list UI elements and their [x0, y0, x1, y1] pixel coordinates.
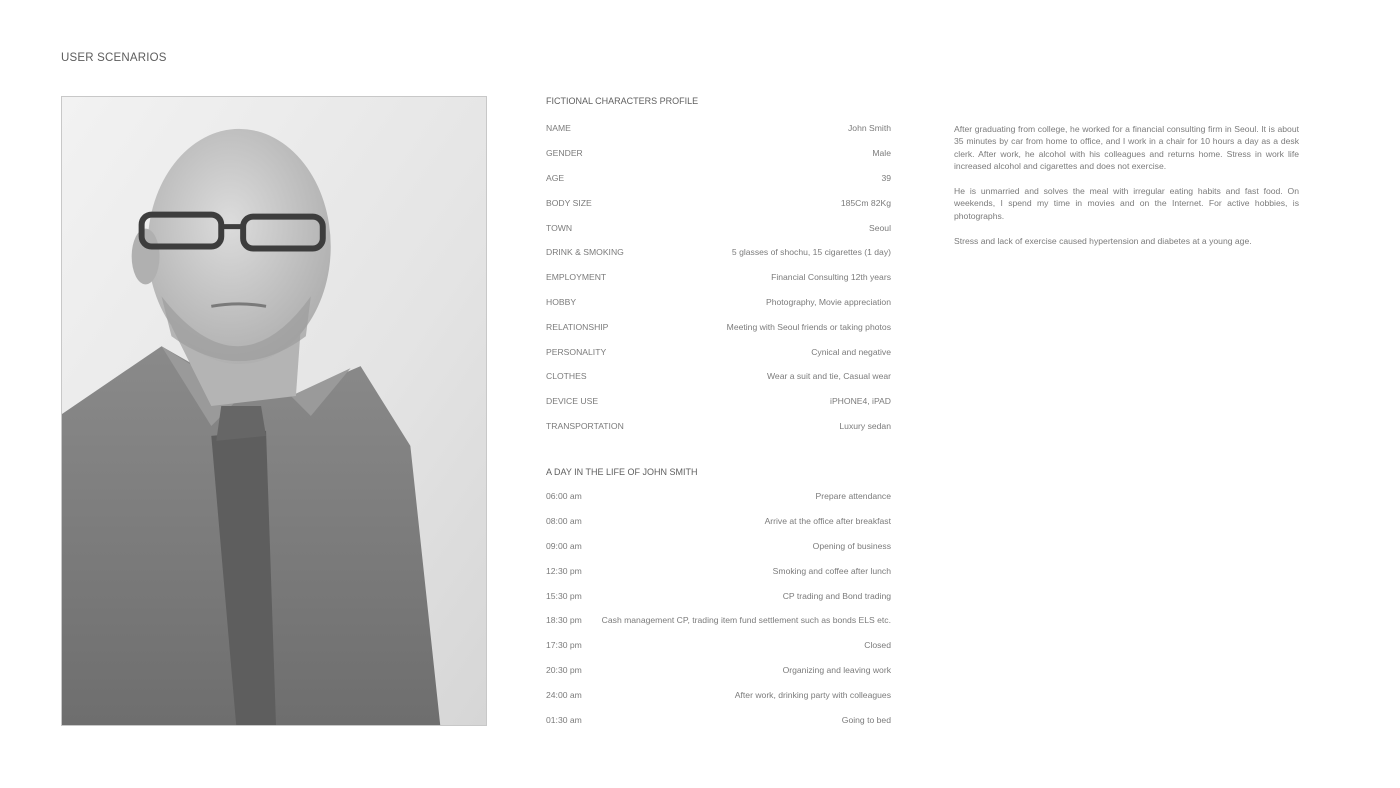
- profile-row-label: GENDER: [546, 148, 583, 159]
- schedule-row-label: 01:30 am: [546, 714, 582, 725]
- profile-row-value: Financial Consulting 12th years: [771, 272, 891, 283]
- profile-row-label: RELATIONSHIP: [546, 321, 609, 332]
- profile-row-value: Wear a suit and tie, Casual wear: [766, 371, 891, 382]
- profile-row: [546, 265, 891, 290]
- profile-row-label: TOWN: [546, 222, 573, 233]
- schedule-row-label: 17:30 pm: [546, 640, 582, 651]
- profile-row-label: BODY SIZE: [546, 197, 592, 208]
- schedule-row-value: After work, drinking party with colleagues: [734, 689, 891, 700]
- schedule-row-value: Smoking and coffee after lunch: [772, 565, 891, 576]
- schedule-row: [546, 608, 891, 633]
- schedule-row-value: Going to bed: [841, 714, 891, 725]
- schedule-row-label: 12:30 pm: [546, 565, 582, 576]
- profile-list: [546, 116, 891, 438]
- profile-row: [546, 116, 891, 141]
- profile-row-value: John Smith: [848, 123, 891, 134]
- profile-row: [546, 240, 891, 265]
- profile-row-value: iPHONE4, iPAD: [830, 396, 891, 407]
- schedule-row-value: CP trading and Bond trading: [782, 590, 891, 601]
- profile-row-label: DEVICE USE: [546, 396, 599, 407]
- profile-row-label: HOBBY: [546, 296, 577, 307]
- schedule-row: [546, 484, 891, 509]
- profile-row-label: CLOTHES: [546, 371, 587, 382]
- schedule-row: [546, 707, 891, 732]
- profile-row-value: Photography, Movie appreciation: [765, 296, 891, 307]
- schedule-row-label: 24:00 am: [546, 689, 582, 700]
- profile-row-value: 185Cm 82Kg: [840, 197, 891, 208]
- profile-row-label: PERSONALITY: [546, 346, 607, 357]
- profile-row: [546, 389, 891, 414]
- profile-row-label: DRINK & SMOKING: [546, 247, 624, 258]
- profile-row-label: EMPLOYMENT: [546, 272, 607, 283]
- profile-row-value: 5 glasses of shochu, 15 cigarettes (1 day): [731, 247, 891, 258]
- profile-title: FICTIONAL CHARACTERS PROFILE: [546, 96, 699, 106]
- schedule-row-value: Arrive at the office after breakfast: [764, 516, 891, 527]
- portrait-photo-icon: [62, 97, 486, 725]
- page-title: USER SCENARIOS: [61, 52, 167, 64]
- schedule-row-label: 15:30 pm: [546, 590, 582, 601]
- profile-row: [546, 414, 891, 439]
- profile-row: [546, 364, 891, 389]
- schedule-row: [546, 534, 891, 559]
- schedule-row: [546, 509, 891, 534]
- schedule-row-value: Prepare attendance: [815, 491, 891, 502]
- day-title: A DAY IN THE LIFE OF JOHN SMITH: [546, 467, 698, 477]
- profile-row: [546, 141, 891, 166]
- profile-row: [546, 339, 891, 364]
- schedule-row-label: 18:30 pm: [546, 615, 582, 626]
- profile-row-value: Male: [872, 148, 891, 159]
- schedule-row: [546, 583, 891, 608]
- profile-row-value: Meeting with Seoul friends or taking photos: [726, 321, 891, 332]
- profile-row: [546, 290, 891, 315]
- profile-row-label: AGE: [546, 172, 565, 183]
- profile-row: [546, 215, 891, 240]
- profile-row-label: TRANSPORTATION: [546, 420, 624, 431]
- schedule-row-label: 20:30 pm: [546, 664, 582, 675]
- persona-photo: [61, 96, 487, 726]
- schedule-row-value: Closed: [864, 640, 891, 651]
- bio-paragraph: After graduating from college, he worked for a financial consulting firm in Seoul. It is about 35 minutes by car from home to office, and I work in a chair for 10 hours a day as a desk clerk. After work, he alcohol with his colleagues and returns home. Stress in work life increased alcohol and cigarettes and does not exercise.: [954, 124, 1299, 172]
- day-schedule-list: [546, 484, 891, 732]
- schedule-row-value: Opening of business: [812, 540, 891, 551]
- schedule-row: [546, 558, 891, 583]
- bio-text: [954, 123, 1299, 259]
- profile-row-value: 39: [881, 172, 891, 183]
- profile-row: [546, 314, 891, 339]
- schedule-row-label: 08:00 am: [546, 516, 582, 527]
- schedule-row-label: 09:00 am: [546, 540, 582, 551]
- schedule-row: [546, 633, 891, 658]
- profile-row-value: Luxury sedan: [839, 420, 891, 431]
- schedule-row: [546, 658, 891, 683]
- profile-row-label: NAME: [546, 123, 571, 134]
- schedule-row-value: Cash management CP, trading item fund settlement such as bonds ELS etc.: [601, 615, 891, 626]
- schedule-row-label: 06:00 am: [546, 491, 582, 502]
- profile-row-value: Seoul: [869, 222, 891, 233]
- bio-paragraph: Stress and lack of exercise caused hypertension and diabetes at a young age.: [954, 235, 1252, 246]
- profile-row: [546, 166, 891, 191]
- schedule-row: [546, 682, 891, 707]
- profile-row-value: Cynical and negative: [811, 346, 891, 357]
- schedule-row-value: Organizing and leaving work: [782, 664, 891, 675]
- bio-paragraph: He is unmarried and solves the meal with irregular eating habits and fast food. On weekends, I spend my time in movies and on the Internet. For active hobbies, is photographs.: [954, 186, 1299, 221]
- profile-row: [546, 190, 891, 215]
